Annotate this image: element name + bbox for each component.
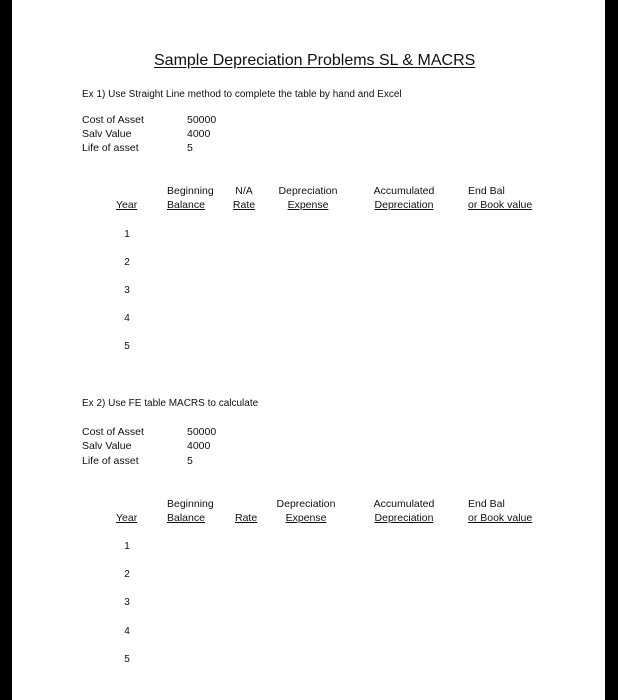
ex1-header-beginning-line1: Beginning bbox=[167, 185, 214, 197]
ex1-header-accumulated-line2: Depreciation bbox=[374, 199, 434, 211]
ex1-header-endbal-line2: or Book value bbox=[468, 199, 533, 211]
ex1-prompt: Ex 1) Use Straight Line method to complete the table by hand and Excel bbox=[82, 89, 402, 100]
ex1-year-4: 4 bbox=[124, 313, 130, 324]
ex2-cost-label: Cost of Asset bbox=[82, 426, 144, 438]
ex1-header-depreciation-line2: Expense bbox=[287, 199, 329, 211]
ex2-prompt: Ex 2) Use FE table MACRS to calculate bbox=[82, 398, 259, 409]
ex2-header-beginning-line1: Beginning bbox=[167, 498, 214, 510]
ex2-salv-label: Salv Value bbox=[82, 440, 132, 452]
page-title: Sample Depreciation Problems SL & MACRS bbox=[154, 52, 476, 69]
ex1-year-5: 5 bbox=[124, 341, 130, 352]
ex2-header-beginning bbox=[167, 497, 214, 525]
ex2-year-4: 4 bbox=[124, 626, 130, 637]
ex2-header-endbal-line2: or Book value bbox=[468, 512, 533, 524]
ex2-header-accumulated bbox=[369, 497, 439, 525]
ex2-year-5: 5 bbox=[124, 654, 130, 665]
ex1-header-rate-line2: Rate bbox=[232, 199, 256, 211]
ex1-life-label: Life of asset bbox=[82, 142, 139, 154]
ex1-cost-label: Cost of Asset bbox=[82, 114, 144, 126]
ex1-year-1: 1 bbox=[124, 229, 130, 240]
ex1-header-year: Year bbox=[116, 199, 138, 211]
ex1-header-endbal bbox=[468, 184, 532, 212]
ex1-header-beginning bbox=[167, 184, 214, 212]
ex1-header-rate bbox=[230, 184, 258, 212]
ex2-cost-value: 50000 bbox=[187, 426, 217, 438]
ex2-header-accumulated-line1: Accumulated bbox=[373, 498, 435, 510]
ex1-salv-value: 4000 bbox=[187, 128, 211, 140]
ex1-header-depreciation-line1: Depreciation bbox=[278, 185, 338, 197]
ex2-year-2: 2 bbox=[124, 569, 130, 580]
ex1-header-endbal-line1: End Bal bbox=[468, 185, 505, 197]
ex1-header-rate-line1: N/A bbox=[235, 185, 253, 197]
document-page bbox=[12, 0, 605, 700]
ex2-header-endbal-line1: End Bal bbox=[468, 498, 505, 510]
ex2-life-label: Life of asset bbox=[82, 455, 139, 467]
ex2-header-accumulated-line2: Depreciation bbox=[374, 512, 434, 524]
ex2-header-depreciation-line2: Expense bbox=[285, 512, 327, 524]
ex2-header-depreciation bbox=[272, 497, 340, 525]
ex2-life-value: 5 bbox=[187, 455, 193, 467]
ex1-header-accumulated bbox=[369, 184, 439, 212]
ex1-life-value: 5 bbox=[187, 142, 193, 154]
ex2-year-3: 3 bbox=[124, 597, 130, 608]
ex2-salv-value: 4000 bbox=[187, 440, 211, 452]
ex2-header-rate: Rate bbox=[235, 512, 258, 524]
ex1-salv-label: Salv Value bbox=[82, 128, 132, 140]
ex1-year-2: 2 bbox=[124, 257, 130, 268]
ex1-year-3: 3 bbox=[124, 285, 130, 296]
ex2-header-beginning-line2: Balance bbox=[167, 512, 205, 524]
ex2-header-depreciation-line1: Depreciation bbox=[276, 498, 336, 510]
ex2-header-year: Year bbox=[116, 512, 138, 524]
ex2-year-1: 1 bbox=[124, 541, 130, 552]
ex1-cost-value: 50000 bbox=[187, 114, 217, 126]
ex2-header-endbal bbox=[468, 497, 532, 525]
ex1-header-depreciation bbox=[274, 184, 342, 212]
ex1-header-accumulated-line1: Accumulated bbox=[373, 185, 435, 197]
ex1-header-beginning-line2: Balance bbox=[167, 199, 205, 211]
